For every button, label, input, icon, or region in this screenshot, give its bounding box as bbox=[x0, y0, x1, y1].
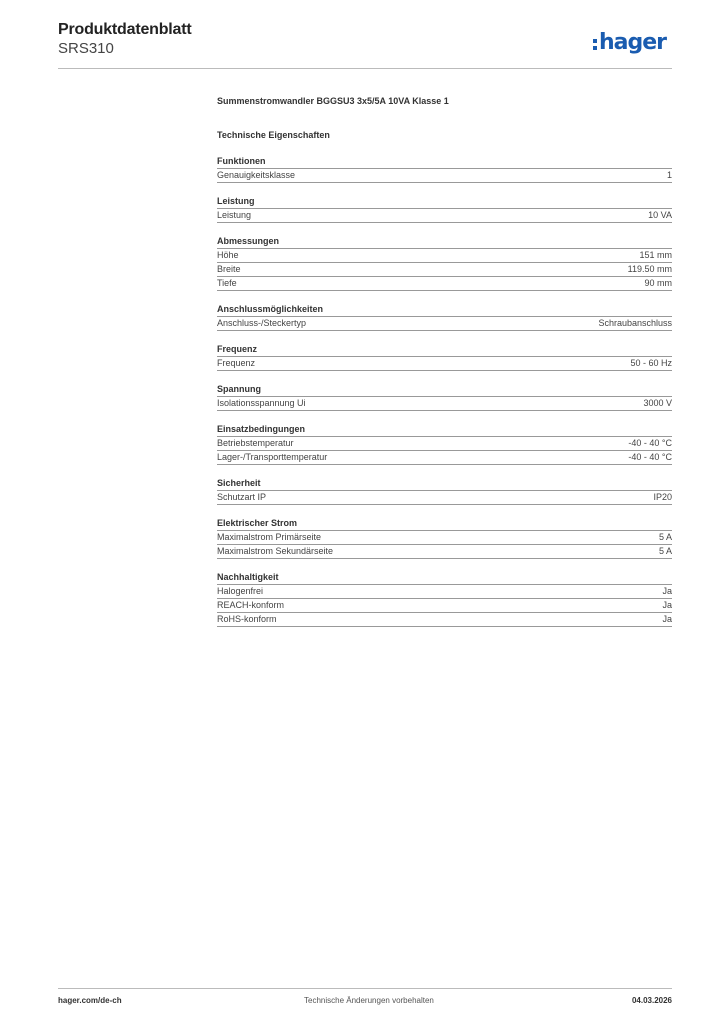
group-title: Abmessungen bbox=[217, 236, 672, 249]
property-value: -40 - 40 °C bbox=[628, 452, 672, 462]
property-label: Maximalstrom Sekundärseite bbox=[217, 546, 334, 556]
property-label: Betriebstemperatur bbox=[217, 438, 294, 448]
group-title: Spannung bbox=[217, 384, 672, 397]
property-group bbox=[217, 518, 672, 559]
property-label: Maximalstrom Primärseite bbox=[217, 532, 322, 542]
property-value: 50 - 60 Hz bbox=[630, 358, 672, 368]
property-label: Schutzart IP bbox=[217, 492, 267, 502]
property-value: 5 A bbox=[658, 532, 672, 542]
property-value: 90 mm bbox=[644, 278, 672, 288]
property-label: Tiefe bbox=[217, 278, 237, 288]
group-title: Einsatzbedingungen bbox=[217, 424, 672, 437]
property-value: 119.50 mm bbox=[627, 264, 672, 274]
product-code: SRS310 bbox=[58, 40, 114, 57]
page-title: Produktdatenblatt bbox=[58, 21, 192, 38]
property-label: Höhe bbox=[217, 250, 239, 260]
property-row bbox=[217, 249, 672, 263]
property-row bbox=[217, 209, 672, 223]
property-value: Ja bbox=[662, 614, 672, 624]
group-title: Leistung bbox=[217, 196, 672, 209]
property-row bbox=[217, 277, 672, 291]
group-title: Nachhaltigkeit bbox=[217, 572, 672, 585]
property-label: RoHS-konform bbox=[217, 614, 277, 624]
property-row bbox=[217, 531, 672, 545]
property-label: Isolationsspannung Ui bbox=[217, 398, 306, 408]
property-label: Leistung bbox=[217, 210, 252, 220]
property-label: REACH-konform bbox=[217, 600, 285, 610]
group-title: Frequenz bbox=[217, 344, 672, 357]
property-group bbox=[217, 344, 672, 371]
property-group bbox=[217, 196, 672, 223]
group-title: Sicherheit bbox=[217, 478, 672, 491]
group-title: Anschlussmöglichkeiten bbox=[217, 304, 672, 317]
footer-note: Technische Änderungen vorbehalten bbox=[304, 996, 434, 1005]
property-value: 3000 V bbox=[643, 398, 672, 408]
property-group bbox=[217, 236, 672, 291]
property-group bbox=[217, 156, 672, 183]
property-label: Halogenfrei bbox=[217, 586, 264, 596]
property-label: Genauigkeitsklasse bbox=[217, 170, 296, 180]
property-group bbox=[217, 478, 672, 505]
property-row bbox=[217, 613, 672, 627]
property-value: 151 mm bbox=[639, 250, 672, 260]
property-row bbox=[217, 397, 672, 411]
property-row bbox=[217, 169, 672, 183]
property-value: -40 - 40 °C bbox=[628, 438, 672, 448]
property-row bbox=[217, 599, 672, 613]
property-group bbox=[217, 304, 672, 331]
logo-text: hager bbox=[599, 29, 667, 55]
group-title: Funktionen bbox=[217, 156, 672, 169]
property-group bbox=[217, 384, 672, 411]
datasheet-content bbox=[217, 96, 672, 627]
property-row bbox=[217, 545, 672, 559]
property-value: IP20 bbox=[653, 492, 672, 502]
property-row bbox=[217, 437, 672, 451]
property-row bbox=[217, 317, 672, 331]
property-label: Breite bbox=[217, 264, 241, 274]
property-groups bbox=[217, 156, 672, 627]
property-value: Ja bbox=[662, 600, 672, 610]
property-value: 5 A bbox=[658, 546, 672, 556]
footer-website: hager.com/de-ch bbox=[58, 996, 122, 1005]
header-divider bbox=[58, 68, 672, 69]
product-title: Summenstromwandler BGGSU3 3x5/5A 10VA Klasse 1 bbox=[217, 96, 449, 106]
property-group bbox=[217, 572, 672, 627]
logo-colon-icon bbox=[593, 39, 597, 50]
property-value: Schraubanschluss bbox=[598, 318, 672, 328]
footer-date: 04.03.2026 bbox=[631, 996, 672, 1005]
footer-divider bbox=[58, 988, 672, 989]
property-label: Frequenz bbox=[217, 358, 256, 368]
property-row bbox=[217, 263, 672, 277]
group-title: Elektrischer Strom bbox=[217, 518, 672, 531]
property-label: Anschluss-/Steckertyp bbox=[217, 318, 307, 328]
property-row bbox=[217, 451, 672, 465]
hager-logo bbox=[593, 27, 666, 57]
property-value: Ja bbox=[662, 586, 672, 596]
property-value: 1 bbox=[666, 170, 672, 180]
section-heading: Technische Eigenschaften bbox=[217, 130, 330, 140]
property-row bbox=[217, 491, 672, 505]
property-group bbox=[217, 424, 672, 465]
property-row bbox=[217, 357, 672, 371]
property-label: Lager-/Transporttemperatur bbox=[217, 452, 328, 462]
property-value: 10 VA bbox=[648, 210, 672, 220]
property-row bbox=[217, 585, 672, 599]
